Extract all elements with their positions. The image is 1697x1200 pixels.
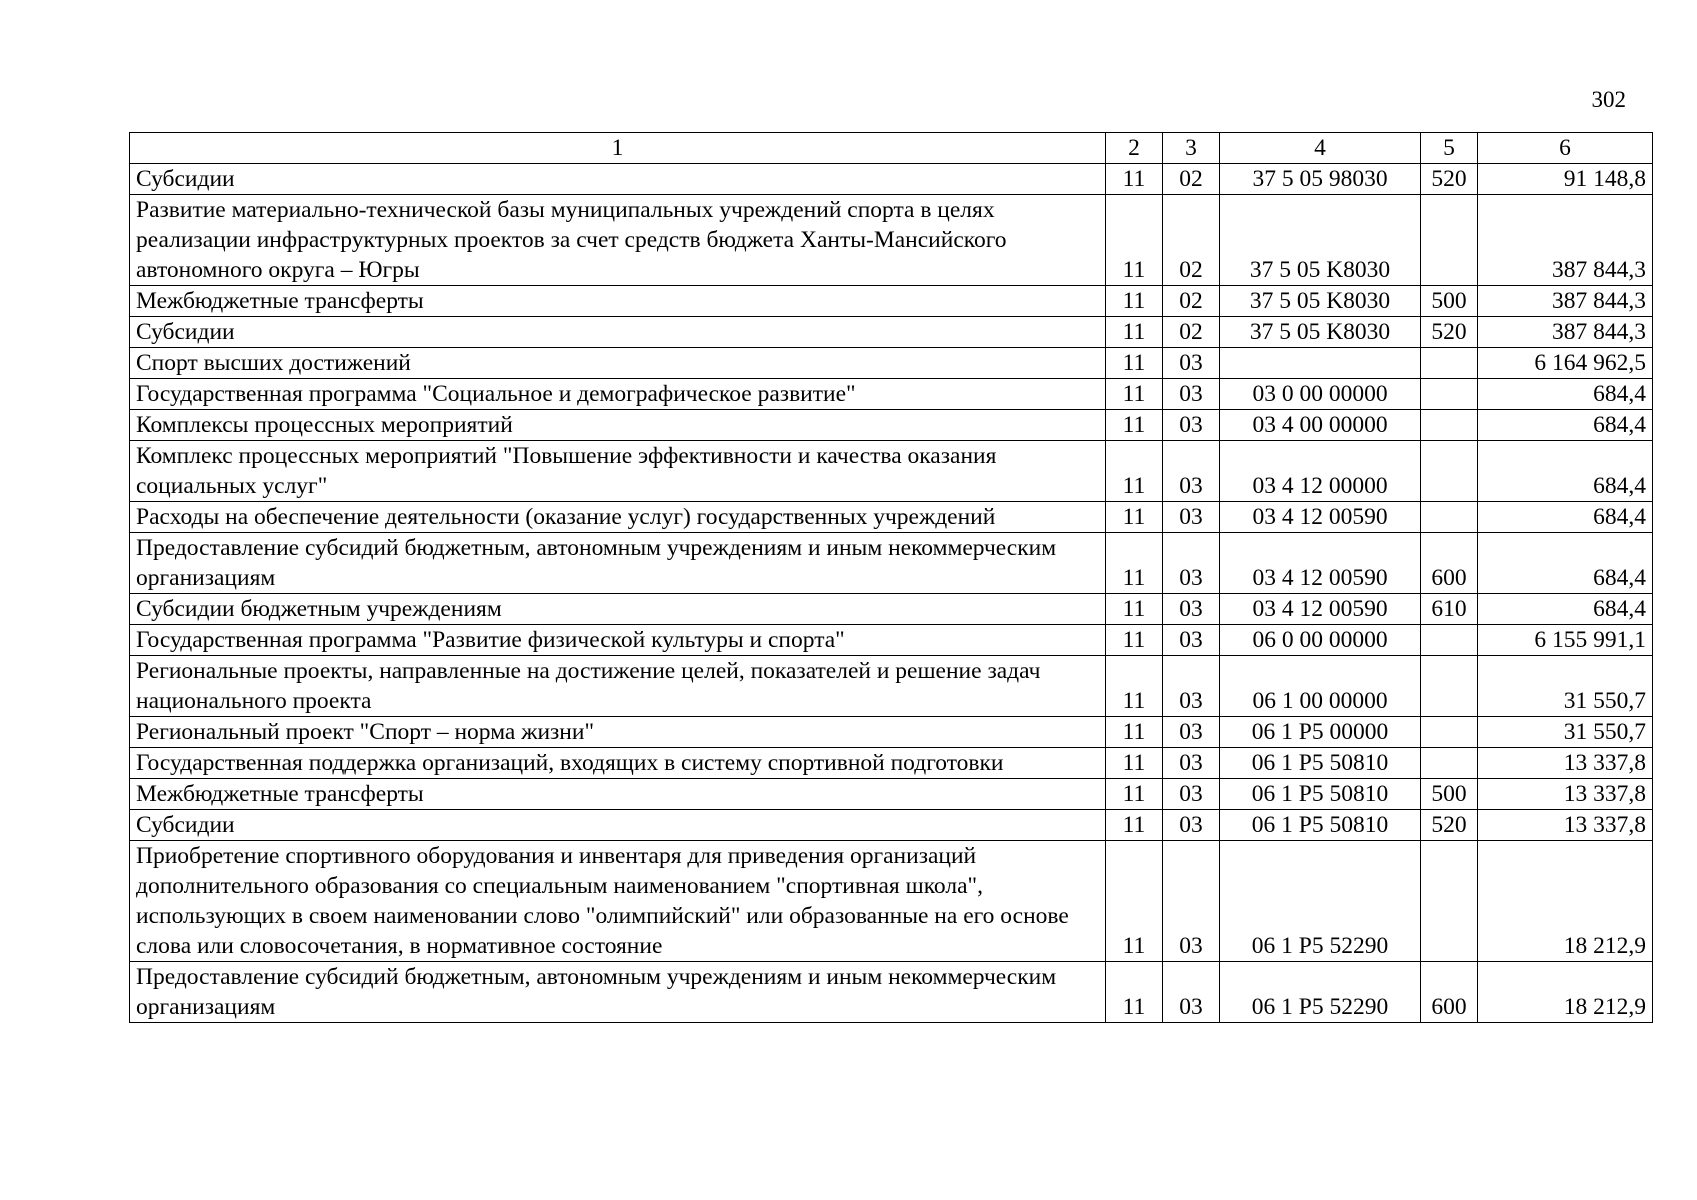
cell-name: Предоставление субсидий бюджетным, автономным учреждениям и иным некоммерческим организациям [130, 962, 1106, 1023]
table-header [130, 133, 1653, 164]
cell-amount: 6 164 962,5 [1478, 348, 1653, 379]
column-header-expense-type: 5 [1421, 133, 1478, 164]
cell-expense-type: 500 [1421, 779, 1478, 810]
cell-expense-type [1421, 348, 1478, 379]
cell-amount: 684,4 [1478, 379, 1653, 410]
table-row [130, 656, 1653, 717]
cell-subsection: 03 [1163, 962, 1220, 1023]
cell-name: Межбюджетные трансферты [130, 779, 1106, 810]
cell-expense-type [1421, 379, 1478, 410]
cell-section: 11 [1106, 379, 1163, 410]
cell-section: 11 [1106, 195, 1163, 286]
column-header-target-article: 4 [1220, 133, 1421, 164]
column-header-name: 1 [130, 133, 1106, 164]
table-row [130, 286, 1653, 317]
cell-amount: 13 337,8 [1478, 810, 1653, 841]
cell-subsection: 02 [1163, 164, 1220, 195]
cell-target-article: 06 1 P5 52290 [1220, 962, 1421, 1023]
cell-subsection: 03 [1163, 533, 1220, 594]
table-row [130, 195, 1653, 286]
cell-subsection: 03 [1163, 502, 1220, 533]
cell-amount: 18 212,9 [1478, 962, 1653, 1023]
table-row [130, 594, 1653, 625]
cell-expense-type [1421, 717, 1478, 748]
cell-expense-type [1421, 841, 1478, 962]
cell-subsection: 03 [1163, 810, 1220, 841]
cell-target-article: 03 4 12 00590 [1220, 594, 1421, 625]
cell-subsection: 03 [1163, 656, 1220, 717]
page-number: 302 [1591, 87, 1626, 112]
cell-expense-type [1421, 441, 1478, 502]
cell-target-article: 06 1 P5 50810 [1220, 779, 1421, 810]
cell-amount: 684,4 [1478, 410, 1653, 441]
cell-expense-type [1421, 656, 1478, 717]
cell-name: Расходы на обеспечение деятельности (оказание услуг) государственных учреждений [130, 502, 1106, 533]
header-row [130, 133, 1653, 164]
table-row [130, 533, 1653, 594]
cell-target-article: 06 1 P5 52290 [1220, 841, 1421, 962]
cell-name: Региональный проект "Спорт – норма жизни" [130, 717, 1106, 748]
cell-expense-type: 520 [1421, 810, 1478, 841]
table-row [130, 779, 1653, 810]
cell-subsection: 03 [1163, 748, 1220, 779]
cell-subsection: 03 [1163, 717, 1220, 748]
cell-name: Предоставление субсидий бюджетным, автономным учреждениям и иным некоммерческим организациям [130, 533, 1106, 594]
cell-name: Спорт высших достижений [130, 348, 1106, 379]
cell-name: Субсидии [130, 164, 1106, 195]
cell-name: Комплекс процессных мероприятий "Повышение эффективности и качества оказания социальных услуг" [130, 441, 1106, 502]
cell-target-article: 37 5 05 K8030 [1220, 195, 1421, 286]
cell-section: 11 [1106, 286, 1163, 317]
cell-amount: 684,4 [1478, 594, 1653, 625]
cell-target-article: 03 0 00 00000 [1220, 379, 1421, 410]
table-row [130, 441, 1653, 502]
cell-section: 11 [1106, 841, 1163, 962]
cell-amount: 18 212,9 [1478, 841, 1653, 962]
column-header-amount: 6 [1478, 133, 1653, 164]
cell-section: 11 [1106, 962, 1163, 1023]
cell-target-article: 03 4 12 00590 [1220, 502, 1421, 533]
cell-name: Государственная программа "Развитие физической культуры и спорта" [130, 625, 1106, 656]
cell-amount: 684,4 [1478, 533, 1653, 594]
cell-section: 11 [1106, 164, 1163, 195]
cell-target-article: 06 1 P5 50810 [1220, 748, 1421, 779]
cell-target-article: 06 1 00 00000 [1220, 656, 1421, 717]
cell-subsection: 03 [1163, 410, 1220, 441]
cell-amount: 387 844,3 [1478, 195, 1653, 286]
cell-amount: 31 550,7 [1478, 656, 1653, 717]
table-row [130, 348, 1653, 379]
cell-target-article: 06 1 P5 50810 [1220, 810, 1421, 841]
cell-section: 11 [1106, 810, 1163, 841]
cell-expense-type [1421, 502, 1478, 533]
table-row [130, 164, 1653, 195]
cell-amount: 387 844,3 [1478, 286, 1653, 317]
table-row [130, 379, 1653, 410]
cell-expense-type [1421, 195, 1478, 286]
cell-amount: 684,4 [1478, 502, 1653, 533]
table-row [130, 625, 1653, 656]
cell-amount: 91 148,8 [1478, 164, 1653, 195]
cell-target-article: 03 4 00 00000 [1220, 410, 1421, 441]
cell-expense-type [1421, 410, 1478, 441]
table-row [130, 841, 1653, 962]
table-row [130, 317, 1653, 348]
cell-section: 11 [1106, 625, 1163, 656]
cell-amount: 13 337,8 [1478, 779, 1653, 810]
table-row [130, 410, 1653, 441]
cell-subsection: 02 [1163, 286, 1220, 317]
column-header-section: 2 [1106, 133, 1163, 164]
cell-section: 11 [1106, 594, 1163, 625]
cell-expense-type [1421, 748, 1478, 779]
cell-target-article: 03 4 12 00590 [1220, 533, 1421, 594]
cell-section: 11 [1106, 656, 1163, 717]
cell-target-article: 37 5 05 K8030 [1220, 317, 1421, 348]
cell-subsection: 03 [1163, 348, 1220, 379]
cell-section: 11 [1106, 502, 1163, 533]
cell-name: Межбюджетные трансферты [130, 286, 1106, 317]
cell-amount: 6 155 991,1 [1478, 625, 1653, 656]
cell-section: 11 [1106, 410, 1163, 441]
budget-table [129, 132, 1653, 1023]
cell-name: Государственная поддержка организаций, входящих в систему спортивной подготовки [130, 748, 1106, 779]
cell-section: 11 [1106, 779, 1163, 810]
cell-subsection: 03 [1163, 779, 1220, 810]
cell-section: 11 [1106, 717, 1163, 748]
cell-target-article: 06 1 P5 00000 [1220, 717, 1421, 748]
cell-name: Комплексы процессных мероприятий [130, 410, 1106, 441]
table-body [130, 164, 1653, 1023]
cell-subsection: 03 [1163, 379, 1220, 410]
cell-amount: 684,4 [1478, 441, 1653, 502]
cell-target-article: 37 5 05 K8030 [1220, 286, 1421, 317]
cell-section: 11 [1106, 533, 1163, 594]
cell-target-article: 37 5 05 98030 [1220, 164, 1421, 195]
cell-section: 11 [1106, 317, 1163, 348]
cell-target-article: 06 0 00 00000 [1220, 625, 1421, 656]
cell-name: Субсидии [130, 317, 1106, 348]
table-row [130, 962, 1653, 1023]
cell-expense-type: 600 [1421, 962, 1478, 1023]
cell-name: Субсидии бюджетным учреждениям [130, 594, 1106, 625]
cell-target-article [1220, 348, 1421, 379]
cell-section: 11 [1106, 348, 1163, 379]
cell-expense-type: 520 [1421, 317, 1478, 348]
cell-subsection: 03 [1163, 841, 1220, 962]
table-row [130, 502, 1653, 533]
cell-amount: 13 337,8 [1478, 748, 1653, 779]
cell-name: Приобретение спортивного оборудования и инвентаря для приведения организаций дополнительного образования со специальным наименованием "спортивная школа", использующих в своем наименовании слово "олимпийский" или образованные на его основе слова или словосочетания, в нормативное состояние [130, 841, 1106, 962]
cell-name: Развитие материально-технической базы муниципальных учреждений спорта в целях реализации инфраструктурных проектов за счет средств бюджета Ханты-Мансийского автономного округа – Югры [130, 195, 1106, 286]
column-header-subsection: 3 [1163, 133, 1220, 164]
cell-amount: 387 844,3 [1478, 317, 1653, 348]
cell-expense-type: 600 [1421, 533, 1478, 594]
cell-subsection: 03 [1163, 625, 1220, 656]
cell-name: Региональные проекты, направленные на достижение целей, показателей и решение задач национального проекта [130, 656, 1106, 717]
cell-expense-type: 520 [1421, 164, 1478, 195]
cell-expense-type [1421, 625, 1478, 656]
table-row [130, 810, 1653, 841]
table-row [130, 748, 1653, 779]
cell-subsection: 02 [1163, 195, 1220, 286]
cell-section: 11 [1106, 748, 1163, 779]
cell-subsection: 03 [1163, 441, 1220, 502]
cell-section: 11 [1106, 441, 1163, 502]
cell-expense-type: 500 [1421, 286, 1478, 317]
cell-name: Государственная программа "Социальное и демографическое развитие" [130, 379, 1106, 410]
cell-expense-type: 610 [1421, 594, 1478, 625]
cell-subsection: 02 [1163, 317, 1220, 348]
cell-subsection: 03 [1163, 594, 1220, 625]
table-row [130, 717, 1653, 748]
cell-amount: 31 550,7 [1478, 717, 1653, 748]
cell-name: Субсидии [130, 810, 1106, 841]
cell-target-article: 03 4 12 00000 [1220, 441, 1421, 502]
